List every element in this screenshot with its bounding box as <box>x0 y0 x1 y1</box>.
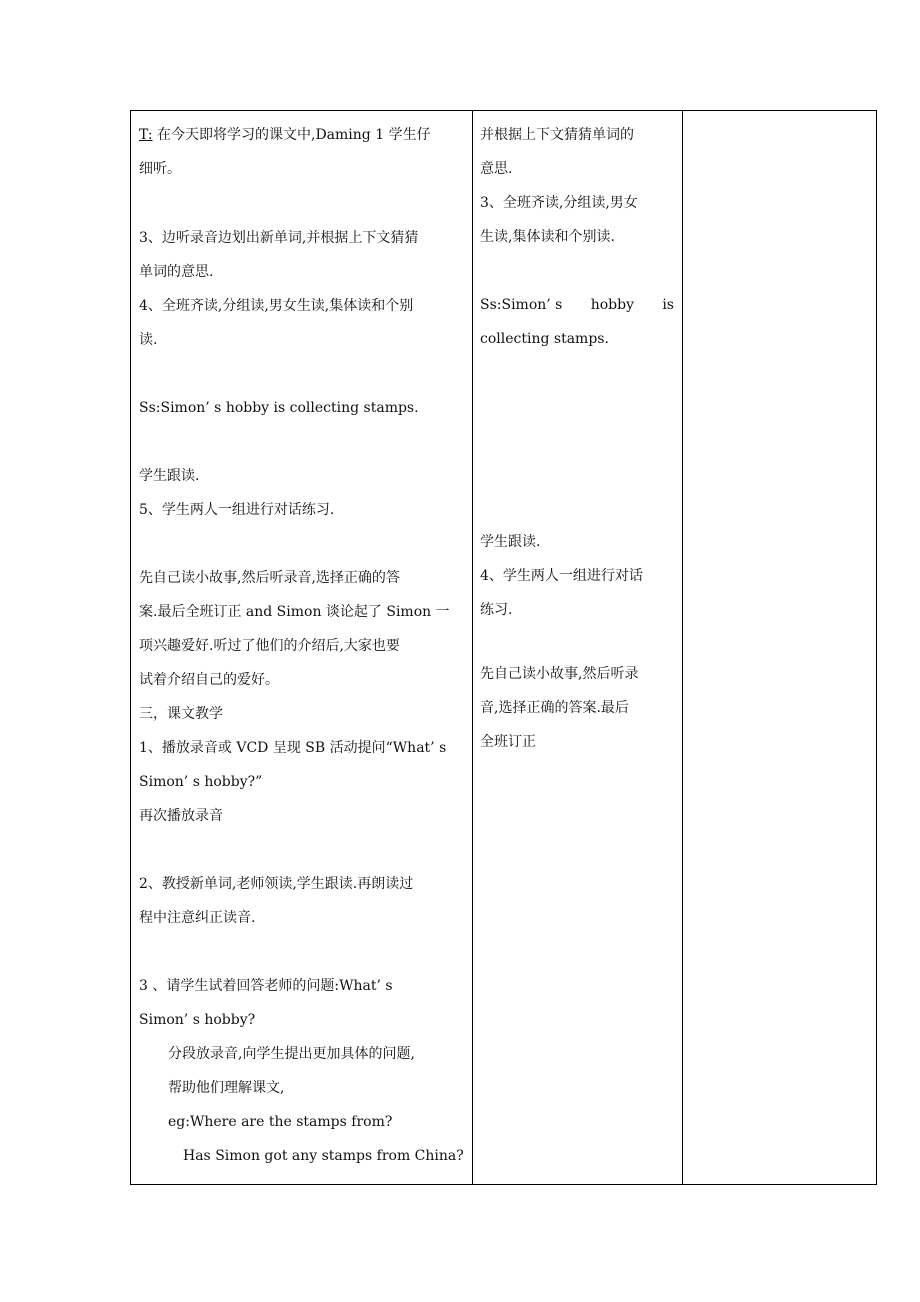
text-line: T: 在今天即将学习的课文中,Daming 1 学生仔 <box>139 127 431 143</box>
text-line: 先自己读小故事,然后听录 <box>480 666 639 682</box>
teacher-label: T: <box>139 127 153 143</box>
text-line: 5、学生两人一组进行对话练习. <box>139 502 335 518</box>
text-line: 4、全班齐读,分组读,男女生读,集体读和个别 <box>139 298 414 314</box>
text-line: 并根据上下文猜猜单词的 <box>480 127 634 143</box>
text-line: 意思. <box>480 161 513 177</box>
text-line: 音,选择正确的答案.最后 <box>480 700 629 716</box>
text-line: 1、播放录音或 VCD 呈现 SB 活动提问“What’ s <box>139 740 447 756</box>
text-line: 3、全班齐读,分组读,男女 <box>480 195 638 211</box>
column-divider <box>472 111 473 1184</box>
text-line: 分段放录音,向学生提出更加具体的问题, <box>168 1046 415 1062</box>
text-line: 先自己读小故事,然后听录音,选择正确的答 <box>139 570 400 586</box>
text-line: 案.最后全班订正 and Simon 谈论起了 Simon 一 <box>139 604 450 620</box>
text-line: 再次播放录音 <box>139 808 223 824</box>
text-line: 生读,集体读和个别读. <box>480 229 615 245</box>
text-line: 4、学生两人一组进行对话 <box>480 568 643 584</box>
text-line: 单词的意思. <box>139 264 214 280</box>
text-line: 试着介绍自己的爱好。 <box>139 672 279 688</box>
text-line: 帮助他们理解课文, <box>168 1080 285 1096</box>
text-line: 练习. <box>480 602 513 618</box>
text-line: Ss:Simon’ s hobby is <box>480 297 674 313</box>
text-line: 程中注意纠正读音. <box>139 910 256 926</box>
text-line: Simon’ s hobby?” <box>139 774 263 790</box>
text-line: 学生跟读. <box>480 534 541 550</box>
text-line: Has Simon got any stamps from China? <box>183 1148 464 1164</box>
section-heading: 三，课文教学 <box>139 706 223 722</box>
text-line: Ss:Simon’ s hobby is collecting stamps. <box>139 400 419 416</box>
text-line: 2、教授新单词,老师领读,学生跟读.再朗读过 <box>139 876 414 892</box>
text-line: 项兴趣爱好.听过了他们的介绍后,大家也要 <box>139 638 400 654</box>
text-line: Simon’ s hobby? <box>139 1012 256 1028</box>
text-line: 3 、请学生试着回答老师的问题:What’ s <box>139 978 393 994</box>
column-divider <box>682 111 683 1184</box>
lesson-table <box>130 110 877 1185</box>
text-line: 读. <box>139 332 158 348</box>
text-line: 细听。 <box>139 161 181 177</box>
text-line: 全班订正 <box>480 734 536 750</box>
text-line: 学生跟读. <box>139 468 200 484</box>
text-line: 3、边听录音边划出新单词,并根据上下文猜猜 <box>139 230 419 246</box>
text-line: eg:Where are the stamps from? <box>168 1114 393 1130</box>
text-line: collecting stamps. <box>480 331 609 347</box>
